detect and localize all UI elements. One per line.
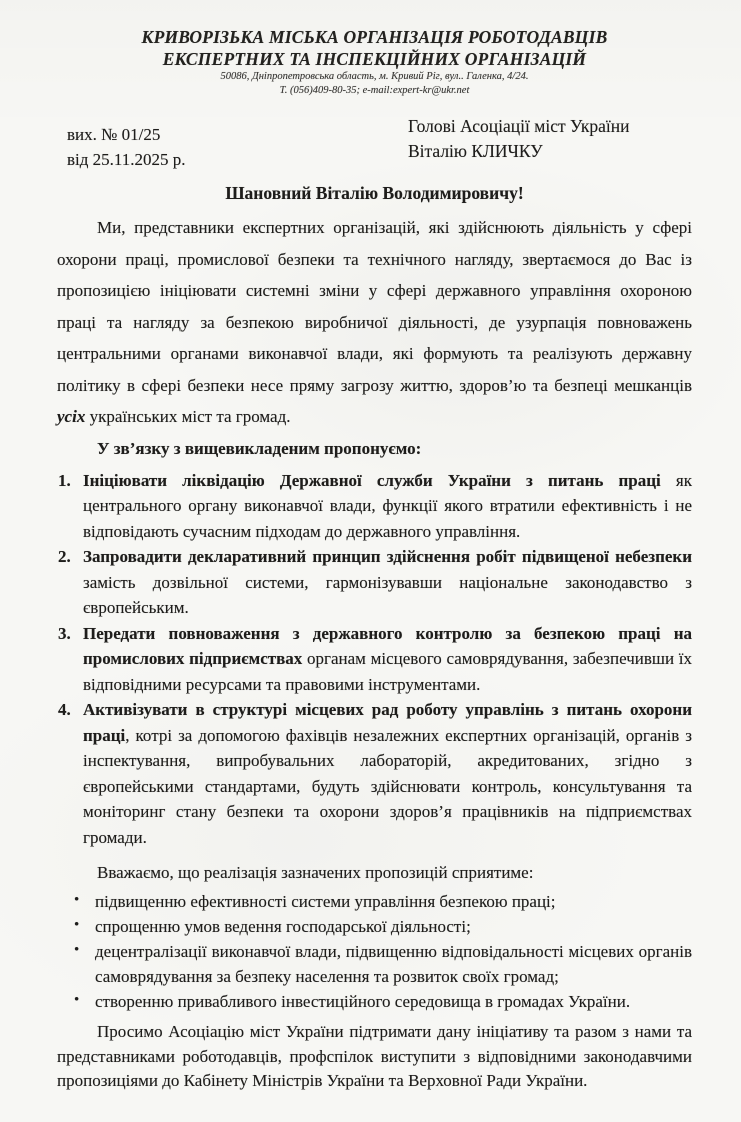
org-address: 50086, Дніпропетровська область, м. Кривий Ріг, вул.. Галенка, 4/24. [220, 71, 529, 82]
benefit-text: підвищенню ефективності системи управління безпекою праці; [95, 892, 556, 911]
salutation: Шановний Віталію Володимировичу! [225, 183, 524, 203]
org-contacts: Т. (056)409-80-35; e-mail:expert-kr@ukr.net [279, 85, 470, 96]
org-name-line1: КРИВОРІЗЬКА МІСЬКА ОРГАНІЗАЦІЯ РОБОТОДАВЦІВ [141, 27, 608, 47]
proposal-list [57, 468, 692, 851]
intro-tail: українських міст та громад. [85, 407, 291, 426]
benefit-item-3 [57, 939, 692, 989]
benefit-text: спрощенню умов ведення господарської діяльності; [95, 917, 471, 936]
closing-paragraph: Просимо Асоціацію міст України підтримати дану ініціативу та разом з нами та представниками роботодавців, профспілок виступити з відповідними законодавчими пропозиціями до Кабінету Міністрів України та Верховної Ради України. [57, 1022, 692, 1090]
bullet-icon: • [74, 892, 80, 908]
intro-paragraph [57, 212, 692, 433]
org-name-line2: ЕКСПЕРТНИХ ТА ІНСПЕКЦІЙНИХ ОРГАНІЗАЦІЙ [162, 49, 587, 69]
outgoing-number: вих. № 01/25 [67, 125, 161, 144]
reference-block [67, 122, 186, 172]
item-number: 3. [58, 623, 71, 643]
benefits-lead: Вважаємо, що реалізація зазначених пропозицій сприятиме: [97, 863, 534, 882]
recipient-title: Голові Асоціації міст України [408, 116, 630, 136]
item-bold-text: Передати повноваження з державного контролю за безпекою праці на промислових підприємствах [83, 623, 692, 668]
item-number: 1. [58, 470, 71, 490]
proposal-item-4 [57, 697, 692, 850]
proposal-item-2 [57, 544, 692, 621]
item-rest-text: замість дозвільної системи, гармонізувавши національне законодавство з європейським. [83, 572, 692, 617]
recipient-name: Віталію КЛИЧКУ [408, 141, 543, 161]
benefit-item-2 [57, 914, 692, 939]
benefit-text: створенню привабливого інвестиційного середовища в громадах України. [95, 992, 631, 1011]
item-rest-text: , котрі за допомогою фахівців незалежних експертних організацій, органів з інспектування, випробувальних лабораторій, акредитованих, згідно з європейськими стандартами, будуть здійснювати контроль, консультування та моніторинг стану безпеки та охорони здоров’я працівників на підприємствах громади. [83, 725, 692, 847]
bullet-icon: • [74, 992, 80, 1008]
intro-text: Ми, представники експертних організацій, які здійснюють діяльність у сфері охорони праці, промислової безпеки та технічного нагляду, звертаємося до Вас із пропозицією ініціювати системні зміни у сфері державного управління охороною праці та нагляду за безпекою виробничої діяльності, де узурпація повноважень центральними органами виконавчої влади, які формують та реалізують державну політику в сфері безпеки несе пряму загрозу життю, здоров’ю та безпеці мешканців [57, 218, 692, 395]
outgoing-date: від 25.11.2025 р. [67, 150, 186, 169]
reference-recipient-row [57, 114, 692, 172]
benefit-item-4 [57, 989, 692, 1014]
bullet-icon: • [74, 942, 80, 958]
item-rest-text: як центрального органу виконавчої влади, функції якого втратили ефективність і не відповідають сучасним підходам до державного управління. [83, 470, 692, 541]
proposal-heading: У зв’язку з вищевикладеним пропонуємо: [97, 438, 422, 458]
benefits-list [57, 889, 692, 1014]
benefit-text: децентралізації виконавчої влади, підвищенню відповідальності місцевих органів самоврядування за безпеку населення та розвиток своїх громад; [95, 942, 692, 986]
intro-emphasis: усіх [57, 407, 86, 426]
proposal-item-3 [57, 621, 692, 698]
recipient-block [408, 114, 629, 164]
letterhead [57, 26, 692, 98]
bullet-icon: • [74, 917, 80, 933]
item-bold-text: Ініціювати ліквідацію Державної служби України з питань праці [83, 470, 661, 490]
item-number: 2. [58, 547, 71, 566]
benefit-item-1 [57, 889, 692, 914]
proposal-item-1 [57, 468, 692, 545]
item-bold-text: Запровадити декларативний принцип здійснення робіт підвищеної небезпеки [83, 547, 692, 566]
item-bold-text: Активізувати в структурі місцевих рад роботу управлінь з питань охорони праці [83, 700, 692, 745]
item-number: 4. [58, 700, 71, 719]
item-rest-text: органам місцевого самоврядування, забезпечивши їх відповідними ресурсами та правовими інструментами. [83, 649, 692, 694]
